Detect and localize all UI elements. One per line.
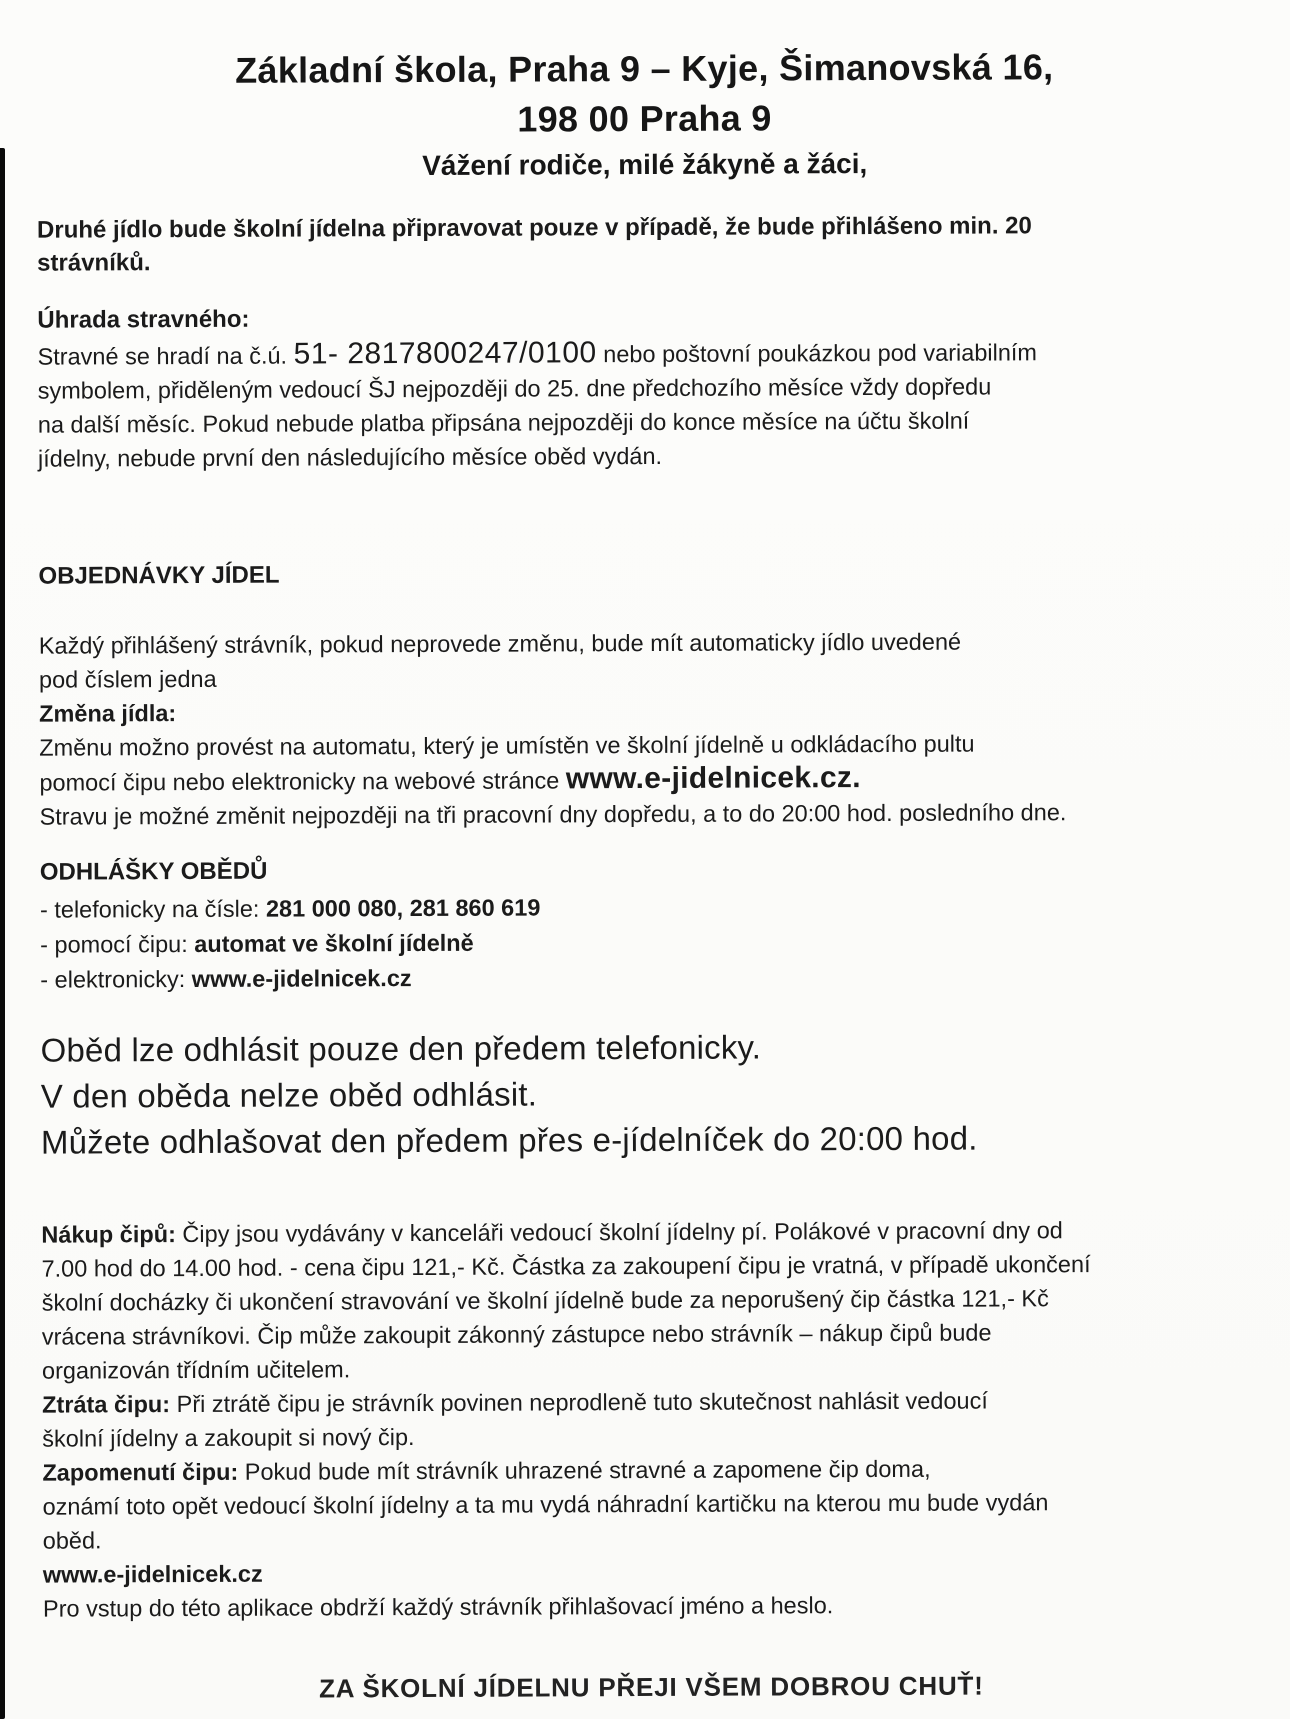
text-run: Vážení rodiče, milé žákyně a žáci, — [422, 148, 868, 181]
text-run: symbolem, přiděleným vedoucí ŠJ nejpozději do 25. dne předchozího měsíce vždy dopředu — [37, 373, 992, 404]
text-run: ODHLÁŠKY OBĚDŮ — [39, 857, 268, 886]
text-run: Zapomenutí čipu: — [42, 1458, 239, 1486]
payment-heading — [37, 298, 1253, 336]
text-run: Úhrada stravného: — [37, 305, 250, 334]
text-run: Základní škola, Praha 9 – Kyje, Šimanovská 16, — [235, 46, 1054, 91]
text-run: Stravné se hradí na č.ú. — [37, 342, 294, 370]
text-run: Druhé jídlo bude školní jídelna připravovat pouze v případě, že bude přihlášeno min. 20 — [36, 212, 1032, 244]
text-run: automat ve školní jídelně — [194, 929, 474, 957]
text-run: nebo poštovní poukázkou pod variabilním — [596, 339, 1038, 368]
text-run: 198 00 Praha 9 — [517, 97, 772, 140]
text-run: Čipy jsou vydávány v kanceláři vedoucí školní jídelny pí. Polákové v pracovní dny od — [175, 1217, 1063, 1248]
text-run: strávníků. — [37, 249, 151, 277]
text-run: Každý přihlášený strávník, pokud neprovede změnu, bude mít automaticky jídlo uvedené — [38, 628, 962, 659]
school-title — [36, 41, 1252, 146]
text-run: ZA ŠKOLNÍ JÍDELNU PŘEJI VŠEM DOBROU CHUŤ! — [319, 1670, 984, 1704]
text-run: Ztráta čipu: — [42, 1391, 171, 1418]
cancellation-rules — [40, 1022, 1257, 1165]
text-run: Můžete odhlašovat den předem přes e-jídelníček do 20:00 hod. — [40, 1119, 978, 1161]
cancellation-heading — [40, 850, 1256, 888]
phone-numbers: 281 000 080, 281 860 619 — [265, 894, 541, 922]
text-run: Změna jídla: — [39, 700, 177, 727]
text-run: Stravu je možné změnit nejpozději na tři pracovní dny dopředu, a to do 20:00 hod. posledního dne. — [39, 799, 1067, 830]
website-paragraph — [43, 1586, 1259, 1625]
text-run: Pro vstup do této aplikace obdrží každý strávník přihlašovací jméno a heslo. — [42, 1592, 834, 1622]
text-run: - pomocí čipu: — [40, 930, 195, 958]
text-run: V den oběda nelze oběd odhlásit. — [40, 1075, 538, 1115]
text-run: školní jídelny a zakoupit si nový čip. — [42, 1424, 415, 1452]
cancellation-list — [40, 887, 1256, 997]
greeting-line — [37, 143, 1253, 185]
text-run: organizován třídním učitelem. — [41, 1356, 351, 1384]
bank-account-number: 51- 2817800247/0100 — [293, 336, 597, 371]
text-run: 7.00 hod do 14.00 hod. - cena čipu 121,- Kč. Částka za zakoupení čipu je vratná, v případě ukončení — [41, 1251, 1091, 1282]
website-url: www.e-jidelnicek.cz — [42, 1560, 263, 1588]
website-url: www.e-jidelnicek.cz — [191, 965, 412, 992]
meal-change-paragraph — [39, 725, 1255, 833]
website-url: www.e-jidelnicek.cz. — [565, 761, 861, 796]
text-run: na další měsíc. Pokud nebude platba připsána nejpozději do konce měsíce na účtu školní — [37, 407, 970, 438]
text-run: - elektronicky: — [40, 965, 192, 993]
chip-loss-paragraph — [42, 1382, 1258, 1455]
text-run: - telefonicky na čísle: — [39, 895, 266, 923]
footer-wish — [43, 1666, 1259, 1707]
payment-paragraph — [37, 333, 1254, 475]
chip-forgotten-paragraph — [42, 1450, 1258, 1557]
text-run: školní docházky či ukončení stravování ve školní jídelně bude za neporušený čip částka 121,- Kč — [41, 1285, 1049, 1316]
text-run: jídelny, nebude první den následujícího měsíce oběd vydán. — [37, 442, 663, 472]
text-run: Nákup čipů: — [41, 1221, 176, 1248]
text-run: pod číslem jedna — [38, 665, 217, 693]
text-run: pomocí čipu nebo elektronicky na webové stránce — [39, 767, 566, 796]
second-meal-notice — [37, 208, 1253, 279]
text-run: Změnu možno provést na automatu, který je umístěn ve školní jídelně u odkládacího pultu — [39, 730, 975, 761]
text-run: Oběd lze odhlásit pouze den předem telefonicky. — [40, 1028, 762, 1069]
text-run: vrácena strávníkovi. Čip může zakoupit zákonný zástupce nebo strávník – nákup čipů bude — [41, 1319, 992, 1350]
text-run: oznámí toto opět vedoucí školní jídelny a ta mu vydá náhradní kartičku na kterou mu bude vydán — [42, 1489, 1049, 1520]
chip-purchase-paragraph — [41, 1212, 1258, 1387]
orders-heading — [38, 554, 1254, 592]
text-run: Při ztrátě čipu je strávník povinen neprodleně tuto skutečnost nahlásit vedoucí — [170, 1387, 988, 1418]
meal-change-heading — [39, 691, 1255, 730]
website-line — [43, 1552, 1259, 1591]
text-run: Pokud bude mít strávník uhrazené stravné a zapomene čip doma, — [238, 1455, 931, 1485]
text-run: oběd. — [42, 1527, 102, 1554]
orders-paragraph — [39, 623, 1255, 696]
text-run: OBJEDNÁVKY JÍDEL — [38, 561, 280, 590]
